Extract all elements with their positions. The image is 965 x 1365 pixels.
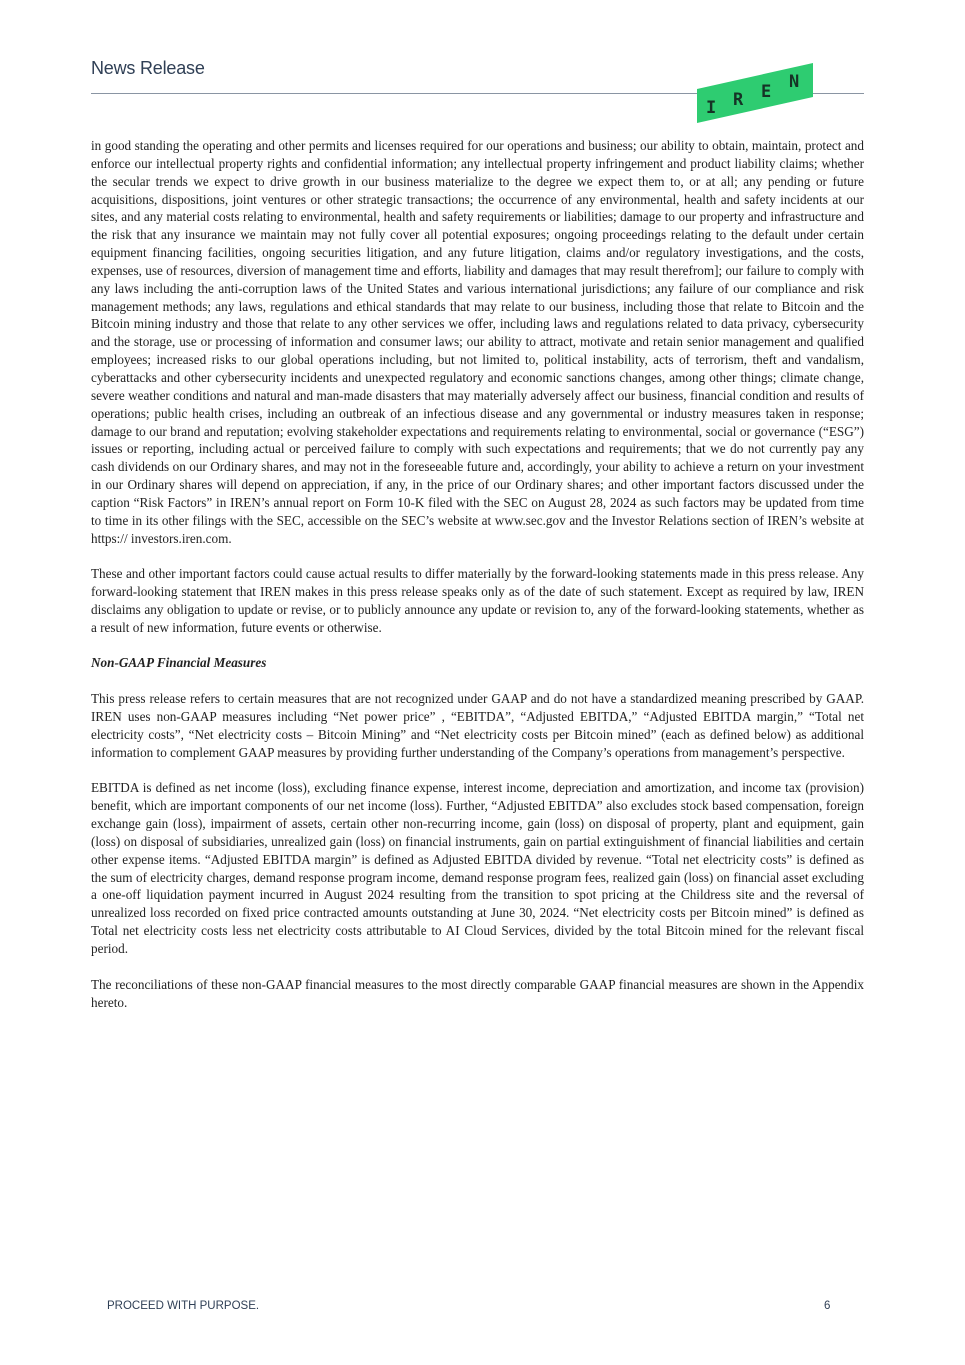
non-gaap-section-heading: Non-GAAP Financial Measures <box>91 655 267 671</box>
non-gaap-intro-paragraph: This press release refers to certain measures that are not recognized under GAAP and do not have a standardized meaning prescribed by GAAP. IREN uses non-GAAP measures including “Net power price” , “EBITDA”, “Adjusted EBITDA,” “Adjusted EBITDA margin,” “Total net electricity costs”, “Net electricity costs – Bitcoin Mining” and “Net electricity costs per Bitcoin mined” (each as defined below) as additional information to complement GAAP measures by providing further understanding of the Company’s operations from management’s perspective. <box>91 691 864 760</box>
page-header-title: News Release <box>91 58 205 78</box>
risk-factors-continued-paragraph: in good standing the operating and other permits and licenses required for our operations and business; our ability to obtain, maintain, protect and enforce our intellectual property rights and confidential information; any intellectual property infringement and product liability claims; whether the secular trends we expect to drive growth in our business materialize to the degree we expect them to, or at all; any pending or future acquisitions, dispositions, joint ventures or other strategic transactions; the occurrence of any environmental, health and safety incidents at our sites, and any material costs relating to environmental, health and safety requirements or liabilities; damage to our property and infrastructure and the risk that any insurance we maintain may not fully cover all potential exposures; ongoing proceedings relating to the default under certain equipment financing facilities, ongoing securities litigation, and any future litigation, claims and/or regulatory investigations, and the costs, expenses, use of resources, diversion of management time and efforts, liability and damages that may result therefrom]; our failure to comply with any laws including the anti-corruption laws of the United States and various international jurisdictions; any failure of our compliance and risk management methods; any laws, regulations and ethical standards that may relate to our business, including those that relate to Bitcoin and the Bitcoin mining industry and those that relate to any other services we offer, including laws and regulations related to data privacy, cybersecurity and the storage, use or processing of information and consumer laws; our ability to attract, motivate and retain senior management and qualified employees; increased risks to our global operations including, but not limited to, political instability, acts of terrorism, theft and vandalism, cyberattacks and other cybersecurity incidents and unexpected regulatory and economic sanctions changes, among other things; climate change, severe weather conditions and natural and man-made disasters that may materially adversely affect our business, financial condition and results of operations; public health crises, including an outbreak of an infectious disease and any governmental or industry measures taken in response; damage to our brand and reputation; evolving stakeholder expectations and requirements relating to environmental, social or governance (“ESG”) issues or reporting, including actual or perceived failure to comply with such expectations and requirements; that we do not currently pay any cash dividends on our Ordinary shares, and may not in the foreseeable future and, accordingly, your ability to achieve a return on your investment in our Ordinary shares will depend on appreciation, if any, in the price of our Ordinary shares; and other important factors discussed under the caption “Risk Factors” in IREN’s annual report on Form 10-K filed with the SEC on August 28, 2024 as such factors may be updated from time to time in its other filings with the SEC, accessible on the SEC’s website at www.sec.gov and the Investor Relations section of IREN’s website at https:// investors.iren.com. <box>91 138 864 546</box>
logo-letter: E <box>761 82 772 102</box>
reconciliation-note-paragraph: The reconciliations of these non-GAAP financial measures to the most directly comparable GAAP financial measures are shown in the Appendix hereto. <box>91 976 864 1010</box>
ebitda-definition-paragraph: EBITDA is defined as net income (loss), excluding finance expense, interest income, depreciation and amortization, and income tax (provision) benefit, which are important components of our net income (loss). Further, “Adjusted EBITDA” also excludes stock based compensation, foreign exchange gain (loss), impairment of assets, certain other non-recurring income, gain (loss) on disposal of property, plant and equipment, gain (loss) on disposal of subsidiaries, unrealized gain (loss) on financial instruments, gain on partial extinguishment of financial liabilities and certain other expense items. “Adjusted EBITDA margin” is defined as Adjusted EBITDA divided by revenue. “Total net electricity costs” is defined as the sum of electricity charges, demand response program income, demand response program fees, realized gain (loss) on financial asset excluding a one-off liquidation payment incurred in August 2024 resulting from the transition to spot pricing at the Childress site and the reversal of unrealized loss recorded on fixed price contracted amounts outstanding at June 30, 2024. “Net electricity costs per Bitcoin mined” is defined as Total net electricity costs less net electricity costs attributable to AI Cloud Services, divided by the total Bitcoin mined for the relevant fiscal period. <box>91 780 864 956</box>
forward-looking-disclaimer-paragraph: These and other important factors could cause actual results to differ materially by the forward-looking statements made in this press release. Any forward-looking statement that IREN makes in this press release speaks only as of the date of such statement. Except as required by law, IREN disclaims any obligation to update or revise, or to publicly announce any update or revision to, any of the forward-looking statements, whether as a result of new information, future events or otherwise. <box>91 566 864 635</box>
iren-logo <box>697 63 815 125</box>
footer-tagline: PROCEED WITH PURPOSE. <box>107 1300 260 1312</box>
logo-letter: R <box>733 90 744 110</box>
document-body <box>91 137 864 1029</box>
page-number: 6 <box>824 1300 831 1312</box>
logo-letter: N <box>789 72 800 92</box>
logo-letter: I <box>706 98 717 118</box>
